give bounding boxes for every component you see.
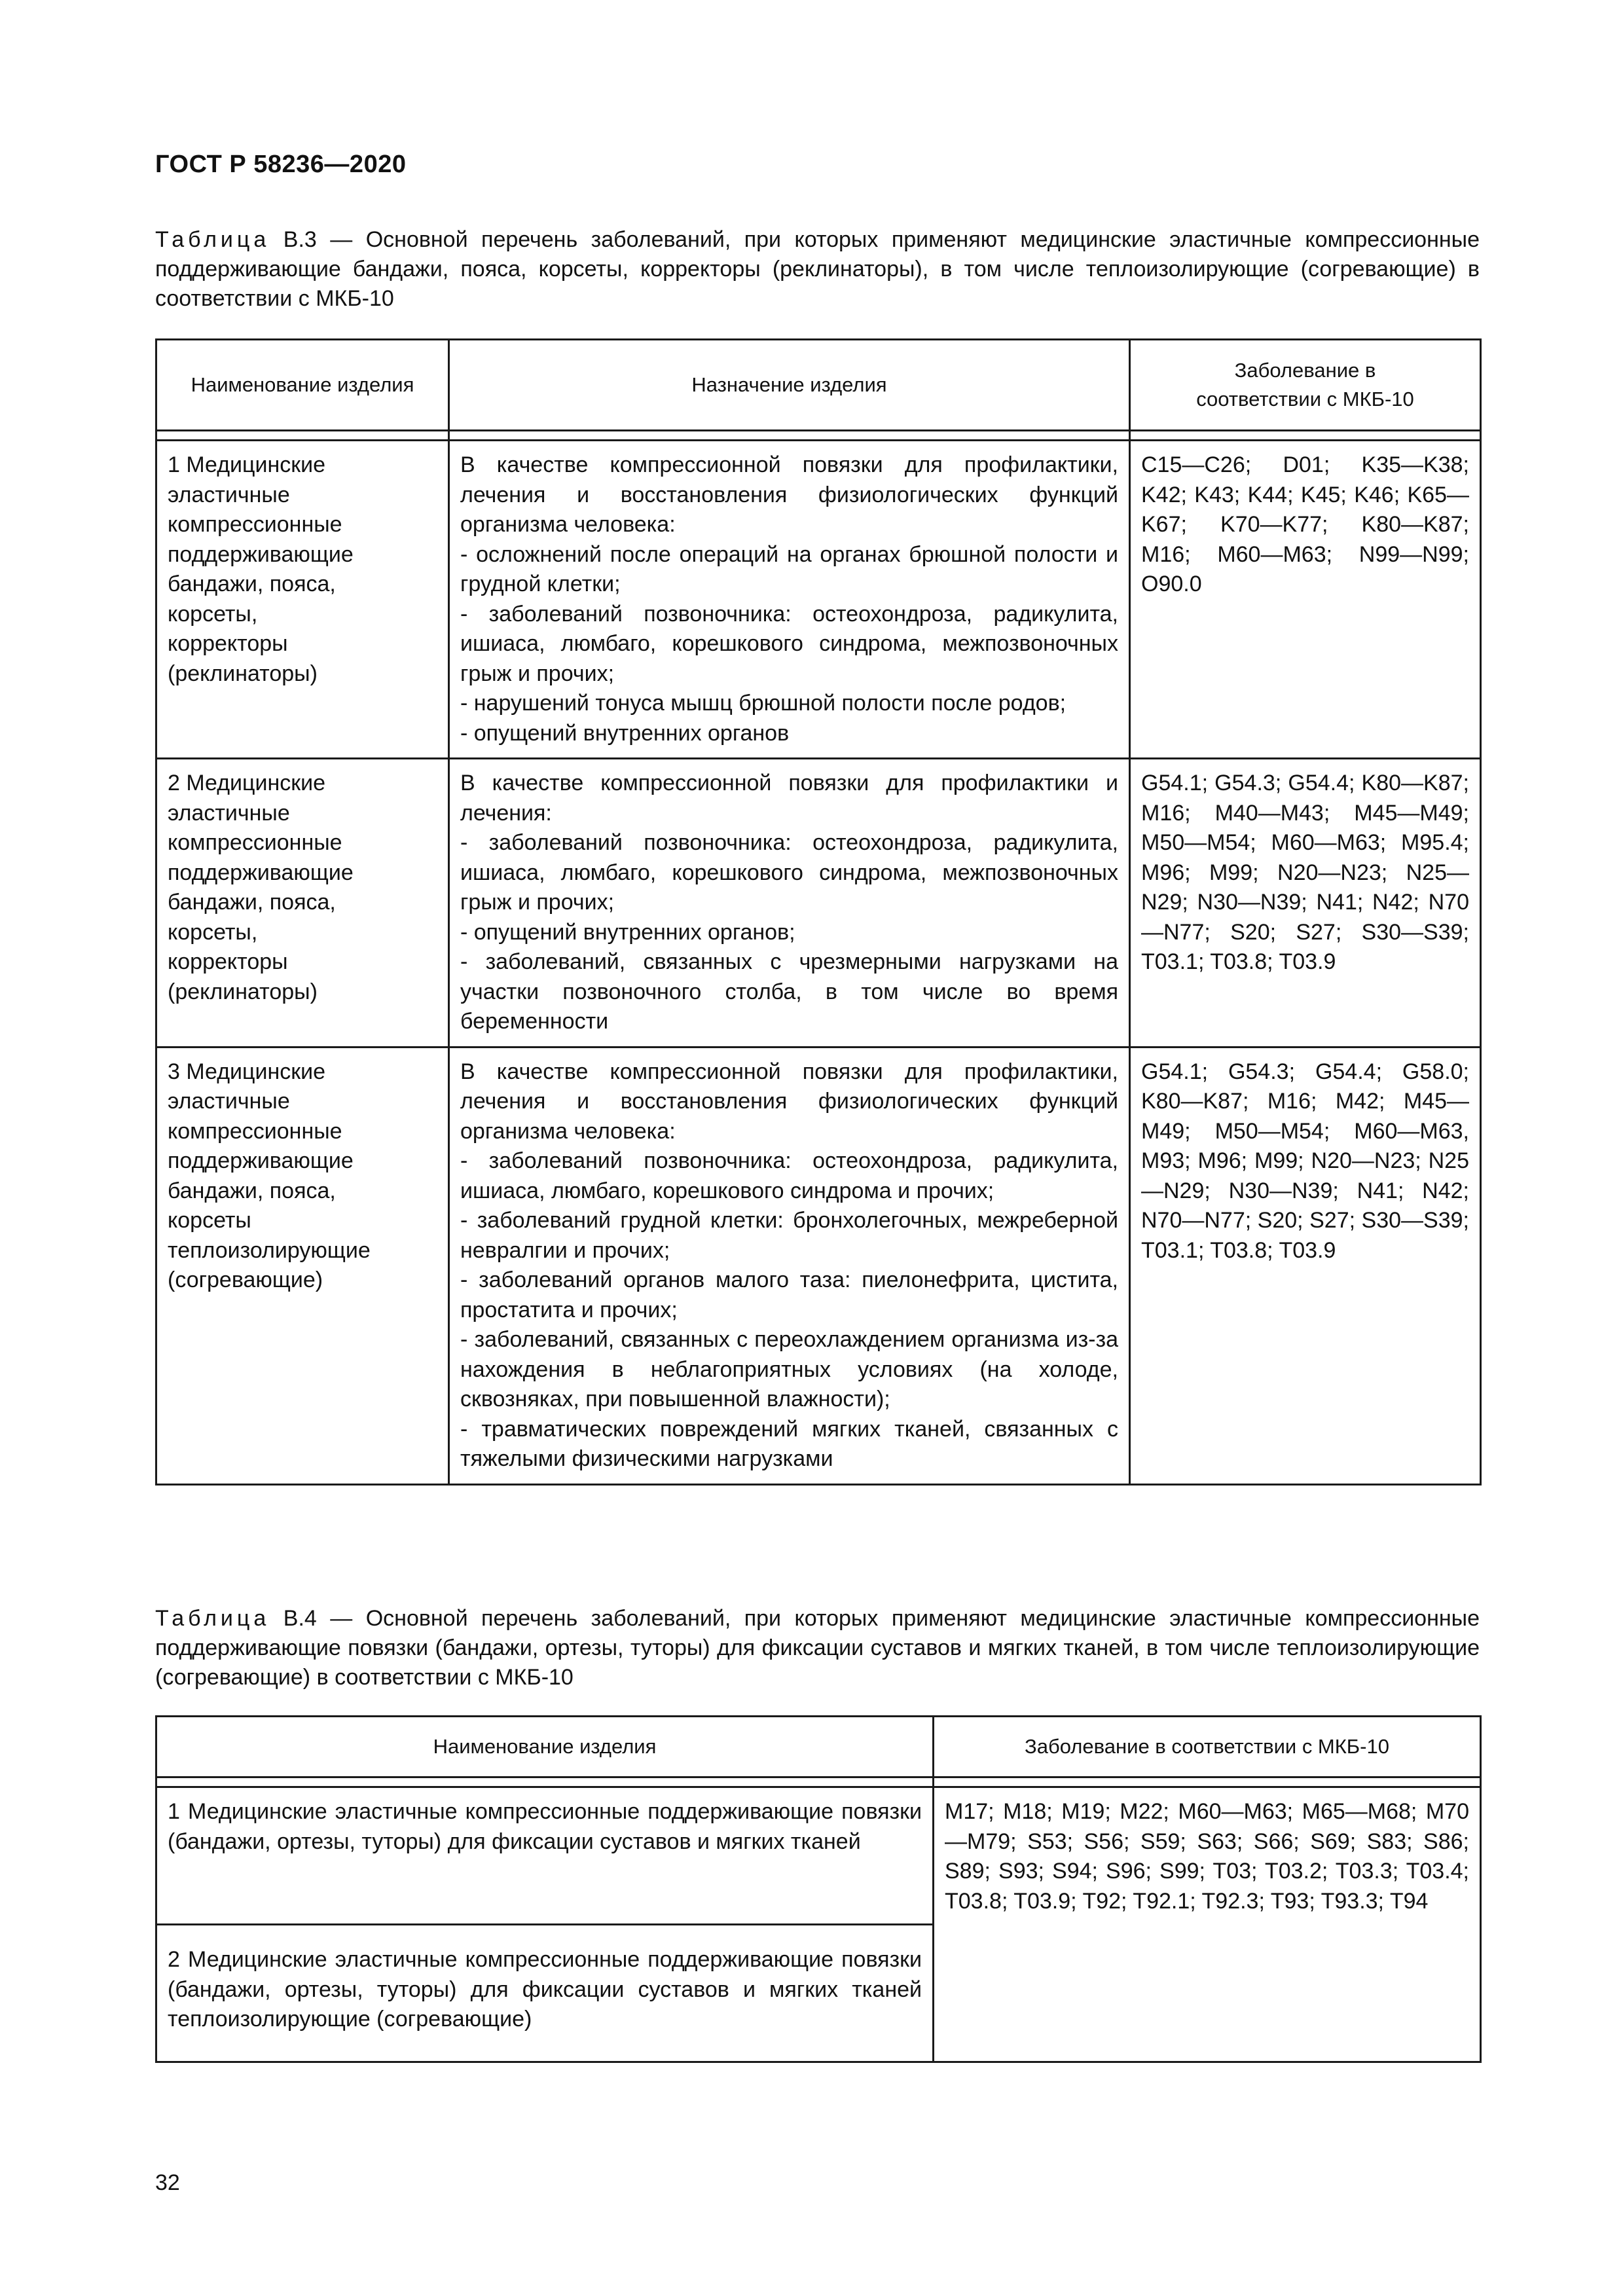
purpose-intro: В качестве компрессионной повязки для профилактики и лечения:: [460, 771, 1118, 826]
table-b3-row1-codes-cell: [1130, 441, 1481, 759]
purpose-item: - осложнений после операций на органах брюшной полости и грудной клетки;: [460, 541, 1118, 596]
table-b3: [155, 338, 1482, 1485]
icd-codes: C15—C26; D01; K35—K38; K42; K43; K44; K45; K46; K65—K67; K70—K77; K80—K87; M16; M60—M63; N99—N99; O90.0: [1141, 452, 1469, 596]
purpose-item: - заболеваний позвоночника: остеохондроза, радикулита, ишиаса, люмбаго, корешкового синдрома, межпозвоночных грыж и прочих;: [460, 830, 1118, 915]
table-b3-row1-purpose-cell: [449, 441, 1130, 759]
table-b3-header-codes-text: Заболевание в соответствии с МКБ-10: [1196, 359, 1414, 410]
table-b3-row1-purpose: [450, 441, 1129, 757]
table-b3-caption-id: В.3: [283, 227, 317, 252]
table-b3-caption: [155, 225, 1480, 314]
purpose-item: - заболеваний позвоночника: остеохондроза, радикулита, ишиаса, люмбаго, корешкового синдрома, межпозвоночных грыж и прочих;: [460, 601, 1118, 686]
table-b4-caption: [155, 1604, 1480, 1692]
table-b3-row2-name-cell: [156, 759, 449, 1048]
table-b3-header-name: Наименование изделия: [156, 340, 449, 431]
table-b3-caption-label: Таблица: [155, 227, 270, 252]
table-b4-codes-cell: [934, 1787, 1481, 2062]
table-b3-header-row: [156, 340, 1481, 431]
icd-codes: M17; M18; M19; M22; M60—M63; M65—M68; M70—M79; S53; S56; S59; S63; S66; S69; S83; S86; S89; S93; S94; S96; S99; T03; T03.2; T03.3; T03.4; T03.8; T03.9; T92; T92.1; T92.3; T93; T93.3; T94: [945, 1799, 1469, 1914]
purpose-item: - нарушений тонуса мышц брюшной полости после родов;: [460, 691, 1067, 716]
table-b4-row2-name: 2 Медицинские эластичные компрессионные поддерживающие повязки (бандажи, ортезы, туторы) для фиксации суставов и мягких тканей теплоизолирующие (согревающие): [168, 1947, 922, 2032]
purpose-item: - заболеваний органов малого таза: пиелонефрита, цистита, простатита и прочих;: [460, 1267, 1118, 1322]
purpose-item: - травматических повреждений мягких тканей, связанных с тяжелыми физическими нагрузками: [460, 1416, 1118, 1471]
table-b4-header-codes: Заболевание в соответствии с МКБ-10: [934, 1717, 1481, 1777]
icd-codes: G54.1; G54.3; G54.4; K80—K87; M16; M40—M43; M45—M49; M50—M54; M60—M63; M95.4; M96; M99; N20—N23; N25—N29; N30—N39; N41; N42; N70—N77; S20; S27; S30—S39; T03.1; T03.8; T03.9: [1141, 771, 1469, 974]
purpose-item: - заболеваний грудной клетки: бронхолегочных, межреберной невралгии и прочих;: [460, 1208, 1118, 1263]
table-b3-row3-codes-cell: [1130, 1047, 1481, 1484]
purpose-item: - заболеваний позвоночника: остеохондроза, радикулита, ишиаса, люмбаго, корешкового синдрома и прочих;: [460, 1148, 1118, 1203]
table-b3-row1-name: 1 Медицинские эластичные компрессионные поддерживающие бандажи, пояса, корсеты, корректоры (реклинаторы): [168, 452, 354, 686]
purpose-item: - опущений внутренних органов;: [460, 919, 795, 945]
table-b3-row2-name: 2 Медицинские эластичные компрессионные поддерживающие бандажи, пояса, корсеты, корректоры (реклинаторы): [168, 771, 354, 1004]
table-b3-header-codes: [1130, 340, 1481, 431]
table-b3-row3-purpose-cell: [449, 1047, 1130, 1484]
table-b4-header-row: [156, 1717, 1481, 1777]
purpose-intro: В качестве компрессионной повязки для профилактики, лечения и восстановления физиологических функций организма человека:: [460, 1059, 1118, 1144]
table-b4-header-name: Наименование изделия: [156, 1717, 934, 1777]
icd-codes: G54.1; G54.3; G54.4; G58.0; K80—K87; M16; M42; M45—M49; M50—M54; M60—M63, M93; M96; M99; N20—N23; N25—N29; N30—N39; N41; N42; N70—N77; S20; S27; S30—S39; T03.1; T03.8; T03.9: [1141, 1059, 1469, 1263]
table-b3-row2-codes-cell: [1130, 759, 1481, 1048]
table-b4-caption-label: Таблица: [155, 1606, 270, 1631]
table-row: [156, 759, 1481, 1048]
table-b3-row2-purpose: [450, 759, 1129, 1046]
table-b4-caption-id: В.4: [283, 1606, 317, 1631]
purpose-item: - опущений внутренних органов: [460, 720, 790, 746]
table-b3-header-gap: [156, 431, 1481, 441]
standard-designation: ГОСТ Р 58236—2020: [155, 151, 407, 178]
table-b3-caption-text: — Основной перечень заболеваний, при которых применяют медицинские эластичные компрессионные поддерживающие бандажи, пояса, корсеты, корректоры (реклинаторы), в том числе теплоизолирующие (согревающие) в соответствии с МКБ-10: [155, 227, 1480, 311]
table-b3-row3-name: 3 Медицинские эластичные компрессионные поддерживающие бандажи, пояса, корсеты теплоизолирующие (согревающие): [168, 1059, 371, 1292]
purpose-item: - заболеваний, связанных с переохлаждением организма из-за нахождения в неблагоприятных условиях (на холоде, сквозняках, при повышенной влажности);: [460, 1327, 1118, 1412]
purpose-item: - заболеваний, связанных с чрезмерными нагрузками на участки позвоночного столба, в том числе во время беременности: [460, 949, 1118, 1034]
table-b3-row2-purpose-cell: [449, 759, 1130, 1048]
table-row: [156, 1047, 1481, 1484]
table-b4-caption-text: — Основной перечень заболеваний, при которых применяют медицинские эластичные компрессионные поддерживающие повязки (бандажи, ортезы, туторы) для фиксации суставов и мягких тканей, в том числе теплоизолирующие (согревающие) в соответствии с МКБ-10: [155, 1606, 1480, 1690]
page-number: 32: [155, 2170, 180, 2195]
table-row: [156, 441, 1481, 759]
table-b3-row3-purpose: [450, 1048, 1129, 1484]
table-b4-row1-name: 1 Медицинские эластичные компрессионные поддерживающие повязки (бандажи, ортезы, туторы) для фиксации суставов и мягких тканей: [168, 1799, 922, 1854]
table-b3-row1-name-cell: [156, 441, 449, 759]
table-b4-header-gap: [156, 1777, 1481, 1787]
table-b3-header-purpose: Назначение изделия: [449, 340, 1130, 431]
table-b4-row1-name-cell: [156, 1787, 934, 1925]
purpose-intro: В качестве компрессионной повязки для профилактики, лечения и восстановления физиологических функций организма человека:: [460, 452, 1118, 537]
table-row: [156, 1787, 1481, 1925]
table-b4: [155, 1715, 1482, 2063]
table-b4-row2-name-cell: [156, 1925, 934, 2062]
table-b3-row3-name-cell: [156, 1047, 449, 1484]
